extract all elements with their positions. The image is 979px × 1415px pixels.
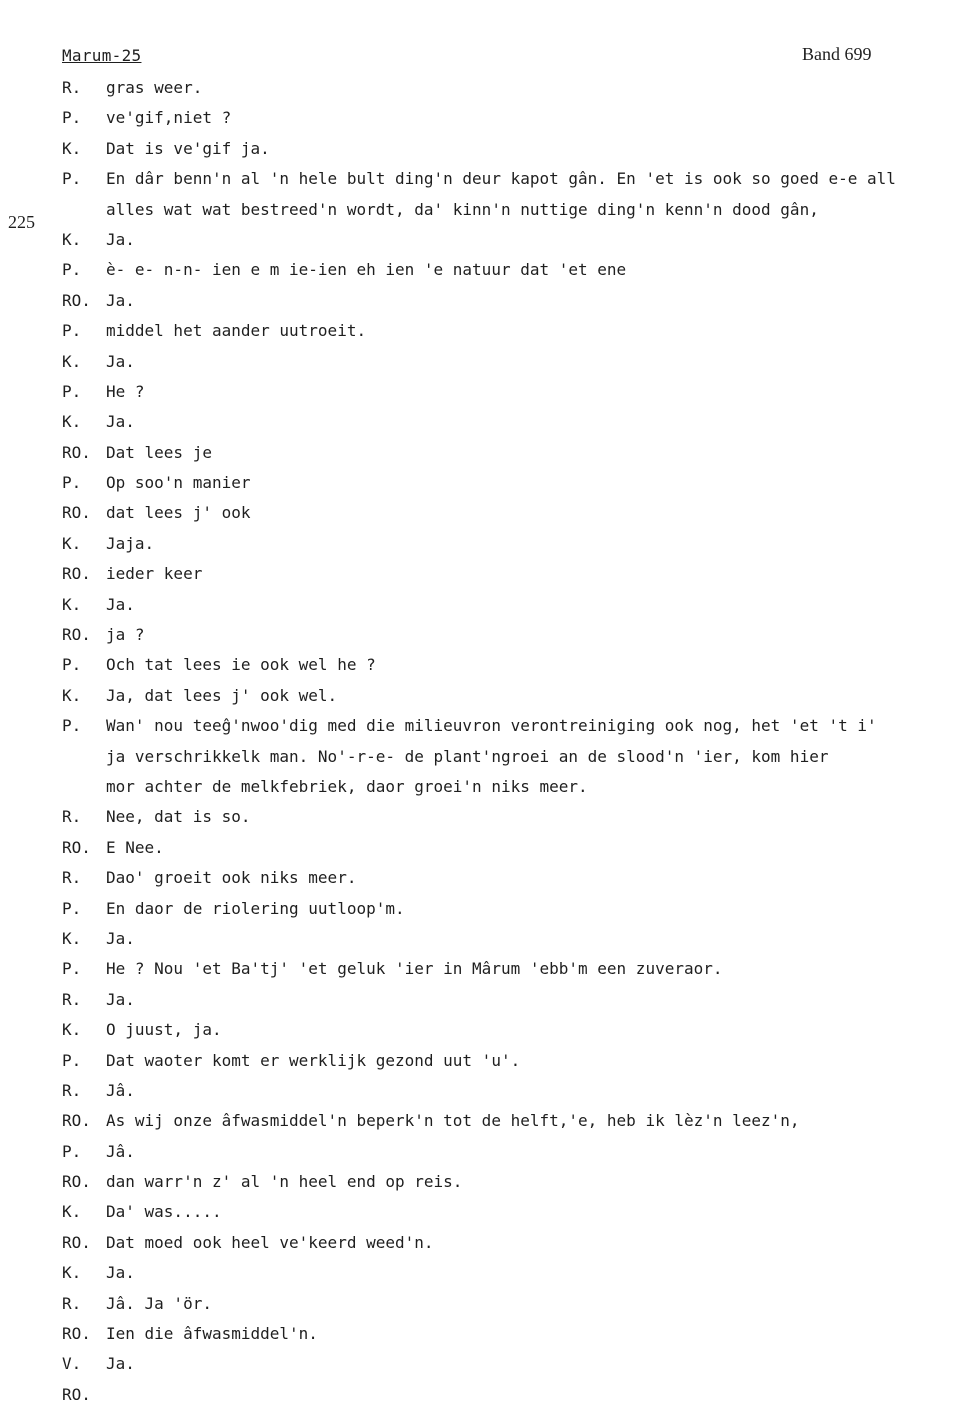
- transcript-line: [62, 1051, 962, 1081]
- transcript-body: [62, 78, 962, 1415]
- utterance-text: dat lees j' ook: [106, 503, 251, 523]
- speaker-label: P.: [62, 473, 82, 493]
- transcript-line: [62, 686, 962, 716]
- utterance-text: O juust, ja.: [106, 1020, 222, 1040]
- utterance-continuation: ja verschrikkelk man. No'-r-e- de plant'ngroei an de slood'n 'ier, kom hier: [106, 746, 829, 766]
- speaker-label: K.: [62, 1020, 82, 1040]
- transcript-line: [62, 1294, 962, 1324]
- transcript-line: [62, 78, 962, 108]
- utterance-text: dan warr'n z' al 'n heel end op reis.: [106, 1172, 463, 1192]
- utterance-text: As wij onze âfwasmiddel'n beperk'n tot de helft,'e, heb ik lèz'n leez'n,: [106, 1111, 800, 1131]
- transcript-line: [62, 382, 962, 412]
- utterance-text: He ? Nou 'et Ba'tj' 'et geluk 'ier in Mârum 'ebb'm een zuveraor.: [106, 959, 723, 979]
- transcript-line: [62, 838, 962, 868]
- utterance-text: Ja.: [106, 229, 135, 249]
- speaker-label: P.: [62, 169, 82, 189]
- transcript-line: [62, 443, 962, 473]
- utterance-text: Ien die âfwasmiddel'n.: [106, 1324, 318, 1344]
- utterance-text: Ja.: [106, 989, 135, 1009]
- speaker-label: K.: [62, 138, 82, 158]
- utterance-text: Nee, dat is so.: [106, 807, 251, 827]
- speaker-label: K.: [62, 351, 82, 371]
- speaker-label: RO.: [62, 1232, 91, 1252]
- transcript-line: [62, 1111, 962, 1141]
- transcript-line: [62, 625, 962, 655]
- utterance-text: Ja.: [106, 594, 135, 614]
- utterance-text: Da' was.....: [106, 1202, 222, 1222]
- utterance-text: Dat moed ook heel ve'keerd weed'n.: [106, 1232, 434, 1252]
- transcript-line: [62, 807, 962, 837]
- transcript-line: [62, 1142, 962, 1172]
- speaker-label: RO.: [62, 625, 91, 645]
- utterance-text: Ja.: [106, 351, 135, 371]
- transcript-line: [62, 352, 962, 382]
- utterance-text: En daor de riolering uutloop'm.: [106, 898, 405, 918]
- utterance-text: Jâ.: [106, 1141, 135, 1161]
- utterance-text: Ja, dat lees j' ook wel.: [106, 685, 338, 705]
- speaker-label: RO.: [62, 1324, 91, 1344]
- utterance-text: Jâ. Ja 'ör.: [106, 1293, 212, 1313]
- transcript-line: [62, 929, 962, 959]
- speaker-label: V.: [62, 1354, 82, 1374]
- speaker-label: RO.: [62, 837, 91, 857]
- utterance-text: He ?: [106, 381, 145, 401]
- utterance-continuation: alles wat wat bestreed'n wordt, da' kinn'n nuttige ding'n kenn'n dood gân,: [106, 199, 819, 219]
- speaker-label: RO.: [62, 290, 91, 310]
- utterance-text: middel het aander uutroeit.: [106, 321, 367, 341]
- transcript-line: [62, 747, 962, 777]
- utterance-text: Ja.: [106, 928, 135, 948]
- utterance-text: Dat lees je: [106, 442, 212, 462]
- utterance-text: Ja.: [106, 1354, 135, 1374]
- transcript-line: [62, 503, 962, 533]
- speaker-label: R.: [62, 78, 82, 97]
- transcript-line: [62, 412, 962, 442]
- transcript-line: [62, 959, 962, 989]
- speaker-label: K.: [62, 928, 82, 948]
- speaker-label: P.: [62, 1141, 82, 1161]
- transcript-line: [62, 899, 962, 929]
- speaker-label: P.: [62, 260, 82, 280]
- transcript-line: [62, 655, 962, 685]
- utterance-text: Ja.: [106, 412, 135, 432]
- transcript-line: [62, 260, 962, 290]
- transcript-line: [62, 716, 962, 746]
- transcript-line: [62, 1354, 962, 1384]
- utterance-text: Jâ.: [106, 1080, 135, 1100]
- speaker-label: K.: [62, 229, 82, 249]
- utterance-text: En dâr benn'n al 'n hele bult ding'n deur kapot gân. En 'et is ook so goed e-e all: [106, 169, 896, 189]
- transcript-line: [62, 990, 962, 1020]
- margin-page-number: 225: [8, 212, 35, 232]
- transcript-line: [62, 868, 962, 898]
- transcript-line: [62, 1202, 962, 1232]
- transcript-line: [62, 595, 962, 625]
- utterance-continuation: mor achter de melkfebriek, daor groei'n niks meer.: [106, 776, 588, 796]
- utterance-text: ja ?: [106, 625, 145, 645]
- utterance-text: è- e- n-n- ien e m ie-ien eh ien 'e natuur dat 'et ene: [106, 260, 627, 280]
- utterance-text: Ja.: [106, 1263, 135, 1283]
- transcript-line: [62, 534, 962, 564]
- speaker-label: K.: [62, 1202, 82, 1222]
- speaker-label: P.: [62, 898, 82, 918]
- transcript-line: [62, 1020, 962, 1050]
- utterance-text: gras weer.: [106, 78, 203, 97]
- speaker-label: P.: [62, 959, 82, 979]
- utterance-text: Jaja.: [106, 533, 155, 553]
- speaker-label: R.: [62, 989, 82, 1009]
- transcript-line: [62, 564, 962, 594]
- transcript-line: [62, 200, 962, 230]
- transcript-line: [62, 777, 962, 807]
- utterance-text: ve'gif,niet ?: [106, 108, 232, 128]
- speaker-label: P.: [62, 321, 82, 341]
- speaker-label: K.: [62, 412, 82, 432]
- transcript-line: [62, 473, 962, 503]
- speaker-label: K.: [62, 594, 82, 614]
- speaker-label: R.: [62, 868, 82, 888]
- speaker-label: RO.: [62, 564, 91, 584]
- utterance-text: Dat is ve'gif ja.: [106, 138, 270, 158]
- transcript-line: [62, 230, 962, 260]
- utterance-text: Och tat lees ie ook wel he ?: [106, 655, 376, 675]
- transcript-line: [62, 108, 962, 138]
- transcript-line: [62, 321, 962, 351]
- utterance-text: Wan' nou teeĝ'nwoo'dig med die milieuvron verontreiniging ook nog, het 'et 't i': [106, 716, 877, 736]
- transcript-line: [62, 1263, 962, 1293]
- speaker-label: RO.: [62, 503, 91, 523]
- speaker-label: K.: [62, 1263, 82, 1283]
- transcript-line: [62, 1081, 962, 1111]
- speaker-label: RO.: [62, 1111, 91, 1131]
- speaker-label: R.: [62, 1293, 82, 1313]
- band-number: Band 699: [802, 44, 872, 64]
- speaker-label: RO.: [62, 1384, 91, 1404]
- utterance-text: Dat waoter komt er werklijk gezond uut 'u'.: [106, 1050, 521, 1070]
- speaker-label: P.: [62, 1050, 82, 1070]
- utterance-text: Dao' groeit ook niks meer.: [106, 868, 357, 888]
- utterance-text: E Nee.: [106, 837, 164, 857]
- transcript-line: [62, 139, 962, 169]
- speaker-label: P.: [62, 381, 82, 401]
- speaker-label: RO.: [62, 1172, 91, 1192]
- transcript-line: [62, 169, 962, 199]
- utterance-text: Ja.: [106, 290, 135, 310]
- speaker-label: P.: [62, 655, 82, 675]
- transcript-line: [62, 1172, 962, 1202]
- transcript-line: [62, 291, 962, 321]
- speaker-label: P.: [62, 716, 82, 736]
- speaker-label: P.: [62, 108, 82, 128]
- speaker-label: R.: [62, 807, 82, 827]
- transcript-line: [62, 1233, 962, 1263]
- utterance-text: ieder keer: [106, 564, 203, 584]
- speaker-label: K.: [62, 533, 82, 553]
- transcript-line: [62, 1324, 962, 1354]
- speaker-label: R.: [62, 1080, 82, 1100]
- speaker-label: RO.: [62, 442, 91, 462]
- document-title: Marum-25: [62, 46, 142, 65]
- utterance-text: Op soo'n manier: [106, 473, 251, 493]
- speaker-label: K.: [62, 685, 82, 705]
